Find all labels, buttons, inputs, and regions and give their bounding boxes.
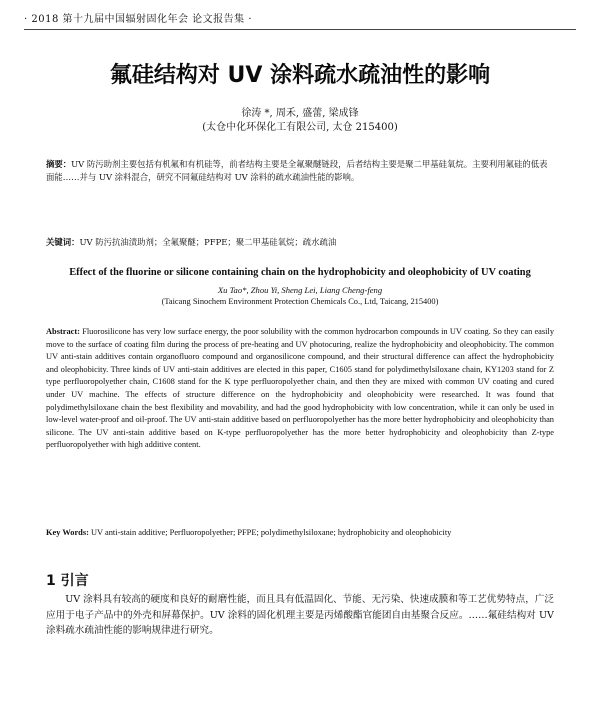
keywords-text-cn: UV 防污抗油渍助剂；全氟聚醚；PFPE；聚二甲基硅氧烷；疏水疏油: [79, 237, 337, 247]
paper-title-en: Effect of the fluorine or silicone containing chain on the hydrophobicity and oleophobicity of UV coating: [69, 267, 531, 278]
keywords-text-en: UV anti-stain additive; Perfluoropolyether; PFPE; polydimethylsiloxane; hydrophobicity and oleophobicity: [90, 528, 452, 537]
running-header: · 2018 第十九届中国辐射固化年会 论文报告集 ·: [24, 10, 576, 30]
section-body: UV 涂料具有较高的硬度和良好的耐磨性能，而且具有低温固化、节能、无污染、快速成膜和等工艺优势特点，广泛应用于电子产品中的外壳和屏幕保护。UV 涂料的固化机理主要是丙烯酸酯官能团自由基聚合反应。……氟硅结构对 UV 涂料疏水疏油性能的影响规律进行研究。: [46, 594, 554, 636]
abstract-label-cn: 摘要：: [46, 159, 72, 169]
affiliation-en: (Taicang Sinochem Environment Protection Chemicals Co., Ltd, Taicang, 215400): [161, 297, 439, 306]
abstract-text-cn: UV 防污助剂主要包括有机氟和有机硅等，前者结构主要是全氟聚醚链段，后者结构主要是聚二甲基硅氧烷。主要利用氟硅的低表面能……并与 UV 涂料混合，研究不同氟硅结构对 UV 涂料的疏水疏油性能的影响。: [46, 159, 548, 183]
abstract-label-en: Abstract:: [46, 327, 80, 336]
abstract-cn: [46, 158, 554, 184]
keywords-en: [46, 528, 554, 537]
keywords-label-cn: 关键词：: [46, 237, 80, 247]
abstract-en: [46, 326, 554, 452]
abstract-text-en: Fluorosilicone has very low surface energy, the poor solubility with the common hydrocarbon compounds in UV coating. So they can easily move to the surface of coating film during the process of pre-heating and UV photocuring, realize the hydrophobicity and oleophobicity. The common UV anti-stain additives contain organofluoro compound and organosilicone compound, and their structural difference can affect the hydrophobicity and oleophobicity. Three kinds of UV anti-stain additives are elected in this paper, C1605 stand for polydimethylsiloxane chain, KY1203 stand for Z type perfluoropolyether chain, C1608 stand for the K type perfluoropolyether chain, and then they are mixed with common UV coating and cured under UV machine. The effects of structure difference on the hydrophobicity and oleophobicity were researched. It was found that polydimethylsiloxane chain the best flexibility and movability, and had the good hydrophobicity with low concentration, while it can only be used in low-level water-proof and oil-proof. The UV anti-stain additive based on perfluoropolyether has the more better hydrophobicity and oleophobicity than silicone. The UV anti-stain additive based on K-type perfluoropolyether has the more better hydrophobicity and oleophobicity than Z-type perfluoropolyether with high additive content.: [46, 327, 555, 450]
paper-title-cn: 氟硅结构对 UV 涂料疏水疏油性的影响: [109, 63, 491, 88]
authors-cn: 徐涛 *, 周禾, 盛蕾, 梁成锋: [241, 108, 359, 119]
keywords-label-en: Key Words:: [46, 528, 89, 537]
authors-en: Xu Tao*, Zhou Yi, Sheng Lei, Liang Cheng-feng: [217, 285, 383, 295]
keywords-cn: [46, 236, 554, 248]
section-heading: 1 引言: [46, 573, 89, 589]
affiliation-cn: (太仓中化环保化工有限公司, 太仓 215400): [202, 122, 398, 133]
